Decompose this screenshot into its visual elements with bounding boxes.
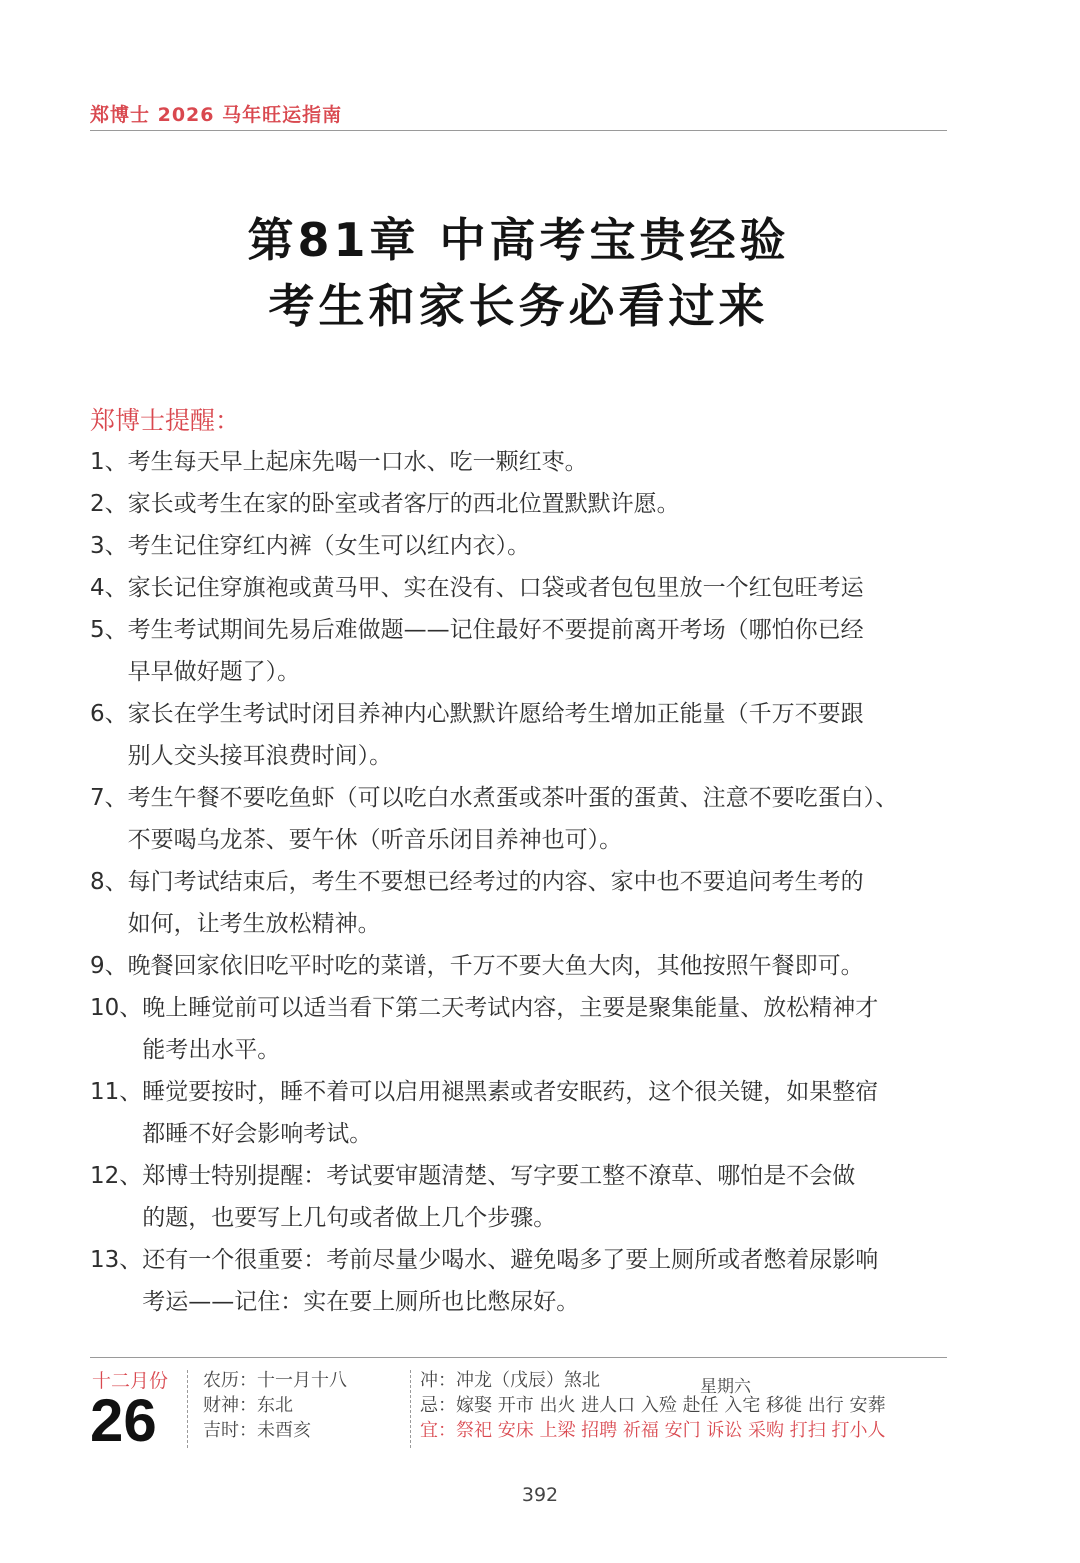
tip-item xyxy=(90,609,960,693)
tip-text xyxy=(128,441,588,483)
tip-number: 3、 xyxy=(90,533,128,559)
tip-line: 还有一个很重要：考前尽量少喝水、避免喝多了要上厕所或者憋着尿影响 xyxy=(142,1247,879,1273)
tip-number: 7、 xyxy=(90,785,128,811)
tip-line: 早早做好题了）。 xyxy=(127,659,301,685)
tip-item xyxy=(90,525,960,567)
tip-line: 考运——记住：实在要上厕所也比憋尿好。 xyxy=(142,1289,580,1315)
tip-number: 10、 xyxy=(90,995,143,1021)
tip-text xyxy=(128,693,864,777)
tip-line: 不要喝乌龙茶、要午休（听音乐闭目养神也可）。 xyxy=(127,827,623,853)
tip-text xyxy=(142,1155,855,1239)
avoid-list: 忌：嫁娶 开市 出火 进人口 入殓 赴任 入宅 移徙 出行 安葬 xyxy=(420,1395,886,1416)
tip-text xyxy=(142,1071,878,1155)
calendar-day: 26 xyxy=(90,1387,157,1454)
tip-text xyxy=(128,567,864,609)
tip-item xyxy=(90,777,960,861)
tip-text xyxy=(128,861,864,945)
page-header xyxy=(90,100,947,131)
page-number: 392 xyxy=(521,1484,559,1506)
tip-line: 晚餐回家依旧吃平时吃的菜谱，千万不要大鱼大肉，其他按照午餐即可。 xyxy=(127,953,864,979)
tip-number: 12、 xyxy=(90,1163,143,1189)
chapter-title-line-2: 考生和家长务必看过来 xyxy=(268,279,769,333)
tip-text xyxy=(128,609,864,693)
footer-divider xyxy=(187,1370,188,1448)
weekday: 星期六 xyxy=(700,1377,751,1397)
tip-line: 考生每天早上起床先喝一口水、吃一颗红枣。 xyxy=(127,449,588,475)
wealth-direction: 财神：东北 xyxy=(203,1395,293,1416)
tip-item xyxy=(90,441,960,483)
tip-number: 2、 xyxy=(90,491,128,517)
almanac-info-column xyxy=(203,1368,347,1443)
tip-item xyxy=(90,483,960,525)
tip-text xyxy=(142,1239,878,1323)
chapter-title-line-1: 第81章 中高考宝贵经验 xyxy=(247,213,790,267)
tip-text xyxy=(128,777,899,861)
tip-number: 9、 xyxy=(90,953,128,979)
tips-list xyxy=(90,441,960,1323)
tip-line: 如何，让考生放松精神。 xyxy=(127,911,381,937)
tip-text xyxy=(128,483,680,525)
tip-number: 5、 xyxy=(90,617,128,643)
tip-line: 能考出水平。 xyxy=(142,1037,281,1063)
lunar-date: 农历：十一月十八 xyxy=(203,1370,347,1391)
tip-item xyxy=(90,987,960,1071)
tip-number: 8、 xyxy=(90,869,128,895)
tip-line: 的题，也要写上几句或者做上几个步骤。 xyxy=(142,1205,557,1231)
calendar-footer xyxy=(90,1357,947,1458)
tip-item xyxy=(90,693,960,777)
tip-line: 家长或考生在家的卧室或者客厅的西北位置默默许愿。 xyxy=(127,491,680,517)
tip-item xyxy=(90,1071,960,1155)
tip-number: 13、 xyxy=(90,1247,143,1273)
tip-line: 每门考试结束后，考生不要想已经考过的内容、家中也不要追问考生考的 xyxy=(127,869,864,895)
tip-line: 考生考试期间先易后难做题——记住最好不要提前离开考场（哪怕你已经 xyxy=(127,617,864,643)
tip-line: 郑博士特别提醒：考试要审题清楚、写字要工整不潦草、哪怕是不会做 xyxy=(142,1163,856,1189)
reminder-label: 郑博士提醒： xyxy=(90,406,241,435)
tip-item xyxy=(90,1239,960,1323)
tip-item xyxy=(90,1155,960,1239)
footer-divider xyxy=(410,1370,411,1448)
tip-number: 6、 xyxy=(90,701,128,727)
almanac-guidance-column xyxy=(420,1368,886,1443)
clash-info: 冲：冲龙（戊辰）煞北 xyxy=(420,1370,600,1391)
tip-number: 4、 xyxy=(90,575,128,601)
tip-item xyxy=(90,567,960,609)
tip-line: 家长在学生考试时闭目养神内心默默许愿给考生增加正能量（千万不要跟 xyxy=(127,701,864,727)
calendar-month: 十二月份 xyxy=(92,1370,169,1392)
tip-item xyxy=(90,861,960,945)
tip-line: 考生午餐不要吃鱼虾（可以吃白水煮蛋或茶叶蛋的蛋黄、注意不要吃蛋白）、 xyxy=(127,785,899,811)
suitable-list: 宜：祭祀 安床 上梁 招聘 祈福 安门 诉讼 采购 打扫 打小人 xyxy=(420,1420,886,1441)
tip-item xyxy=(90,945,960,987)
lucky-time: 吉时：未酉亥 xyxy=(203,1420,311,1441)
tip-line: 别人交头接耳浪费时间）。 xyxy=(127,743,393,769)
tip-line: 都睡不好会影响考试。 xyxy=(142,1121,373,1147)
tip-text xyxy=(142,987,878,1071)
tip-number: 1、 xyxy=(90,449,128,475)
tip-text xyxy=(128,525,531,567)
tip-line: 晚上睡觉前可以适当看下第二天考试内容，主要是聚集能量、放松精神才 xyxy=(142,995,879,1021)
running-header-title: 郑博士 2026 马年旺运指南 xyxy=(90,104,343,126)
tip-text xyxy=(128,945,864,987)
tip-number: 11、 xyxy=(90,1079,143,1105)
tip-line: 考生记住穿红内裤（女生可以红内衣）。 xyxy=(127,533,531,559)
tip-line: 家长记住穿旗袍或黄马甲、实在没有、口袋或者包包里放一个红包旺考运 xyxy=(127,575,864,601)
tip-line: 睡觉要按时，睡不着可以启用褪黑素或者安眠药，这个很关键，如果整宿 xyxy=(142,1079,879,1105)
